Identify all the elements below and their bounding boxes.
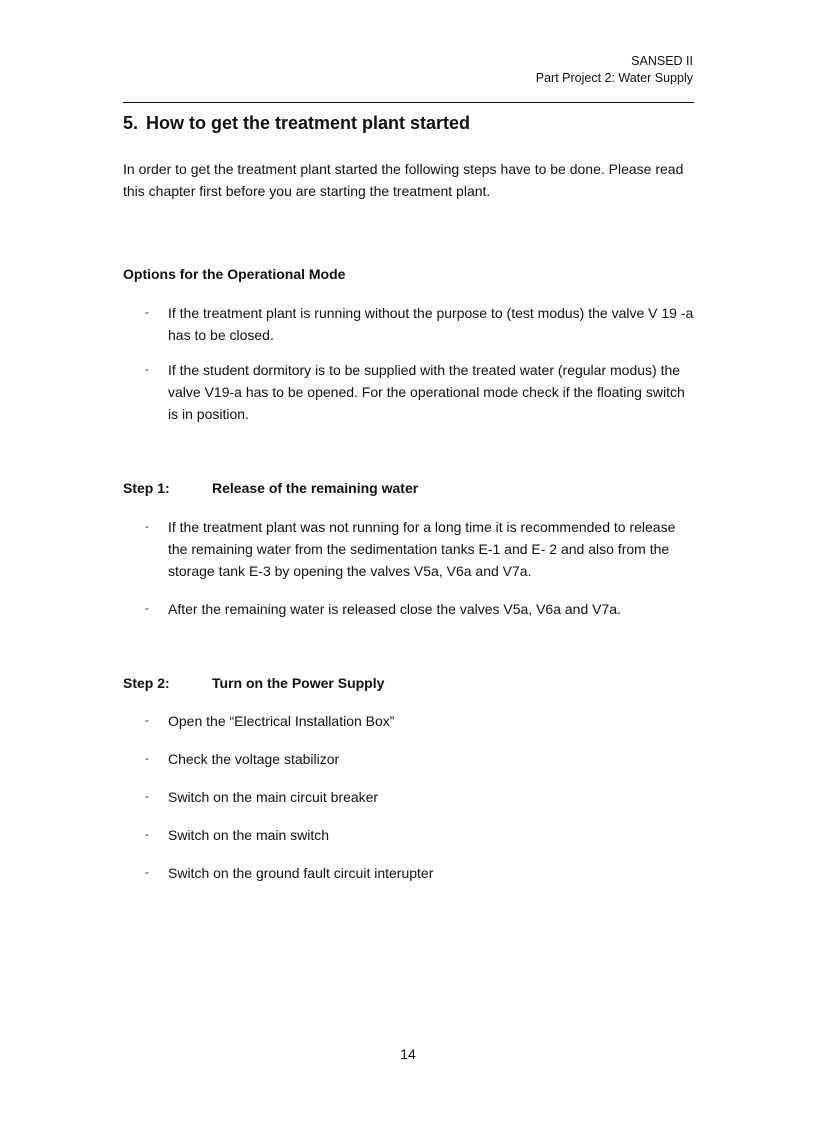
page-number: 14 <box>400 1046 416 1062</box>
header-divider <box>123 102 694 103</box>
step2-heading <box>123 673 694 693</box>
step2-list <box>123 710 694 884</box>
options-heading: Options for the Operational Mode <box>123 266 346 282</box>
list-dash: - <box>145 521 149 533</box>
list-item: - Switch on the main circuit breaker <box>123 786 694 808</box>
options-list <box>123 302 694 425</box>
chapter-title <box>123 110 694 136</box>
list-dash: - <box>145 867 149 879</box>
list-item: - Switch on the main switch <box>123 824 694 846</box>
step1-title: Release of the remaining water <box>212 480 419 496</box>
step1-heading <box>123 478 694 498</box>
list-item: - If the treatment plant was not running for a long time it is recommended to release the remaining water from the sedimentation tanks E-1 and E- 2 and also from the storage tank E-3 by opening the valves V5a, V6a and V7a. <box>123 516 694 582</box>
list-dash: - <box>145 307 149 319</box>
list-dash: - <box>145 753 149 765</box>
step2-label: Step 2: <box>123 675 170 691</box>
list-item: - If the treatment plant is running without the purpose to (test modus) the valve V 19 -a has to be closed. <box>123 302 694 346</box>
list-dash: - <box>145 715 149 727</box>
list-dash: - <box>145 829 149 841</box>
step1-label: Step 1: <box>123 480 170 496</box>
list-dash: - <box>145 364 149 376</box>
running-header <box>536 53 693 87</box>
list-item: - If the student dormitory is to be supplied with the treated water (regular modus) the valve V19-a has to be opened. For the operational mode check if the floating switch is in position. <box>123 359 694 425</box>
header-part-project: Part Project 2: Water Supply <box>535 71 693 85</box>
list-item: - Switch on the ground fault circuit interupter <box>123 862 694 884</box>
step1-list <box>123 516 694 620</box>
chapter-intro: In order to get the treatment plant started the following steps have to be done. Please read this chapter first before you are starting the treatment plant. <box>123 161 684 199</box>
page-content <box>123 110 694 884</box>
header-project-name: SANSED II <box>631 54 693 68</box>
chapter-number: 5. <box>123 113 139 133</box>
list-item: - After the remaining water is released close the valves V5a, V6a and V7a. <box>123 598 694 620</box>
list-item: - Check the voltage stabilizor <box>123 748 694 770</box>
step2-title: Turn on the Power Supply <box>212 675 385 691</box>
list-dash: - <box>145 603 149 615</box>
list-item: - Open the “Electrical Installation Box” <box>123 710 694 732</box>
chapter-title-text: How to get the treatment plant started <box>146 113 471 133</box>
list-dash: - <box>145 791 149 803</box>
